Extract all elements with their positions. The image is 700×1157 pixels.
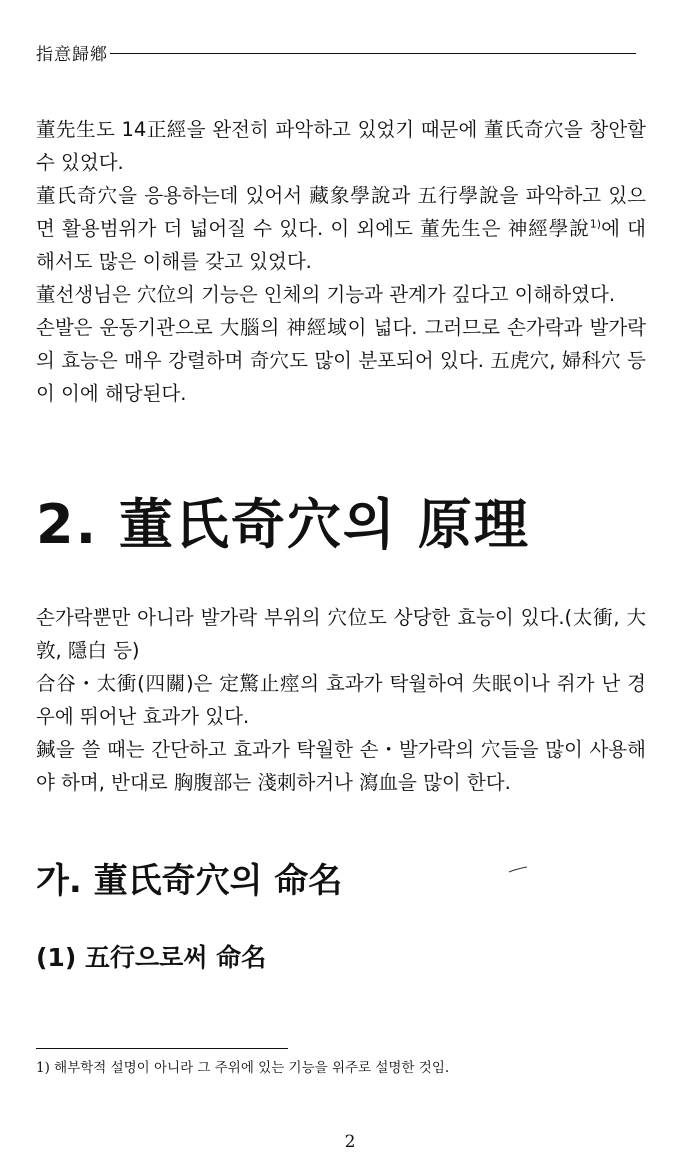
paragraph: 손가락뿐만 아니라 발가락 부위의 穴位도 상당한 효능이 있다.(太衝, 大敦, 隱白 등): [36, 606, 646, 662]
section-intro-body: [36, 113, 646, 410]
paragraph: 董先生도 14正經을 완전히 파악하고 있었기 때문에 董氏奇穴을 창안할 수 있었다.: [36, 118, 646, 174]
section-heading: 가. 董氏奇穴의 命名: [36, 861, 343, 901]
paragraph-text: 神經學說: [507, 217, 590, 240]
page-number: 2: [344, 1132, 356, 1152]
footnote: 1) 해부학적 설명이 아니라 그 주위에 있는 기능을 위주로 설명한 것임.: [36, 1060, 450, 1076]
paragraph: 合谷・太衝(四關)은 定驚止痙의 효과가 탁월하여 失眠이나 쥐가 난 경우에 뛰어난 효과가 있다.: [36, 672, 646, 728]
section-principle-body: [36, 601, 646, 799]
paragraph: 鍼을 쓸 때는 간단하고 효과가 탁월한 손・발가락의 穴들을 많이 사용해야 하며, 반대로 胸腹部는 淺刺하거나 瀉血을 많이 한다.: [36, 738, 646, 794]
running-header: [36, 40, 636, 65]
paragraph: 손발은 운동기관으로 大腦의 神經域이 넓다. 그러므로 손가락과 발가락의 효능은 매우 강렬하며 奇穴도 많이 분포되어 있다. 五虎穴, 婦科穴 등이 이에 해당된다.: [36, 316, 646, 405]
running-title: 指意歸鄕: [36, 45, 108, 65]
paragraph-text: 董氏奇穴을 응용하는데 있어서 藏象學說과 五行學說을 파악하고 있으면 활용범위가 더 넓어질 수 있다. 이 외에도 董先生은: [36, 184, 646, 240]
footnote-ref: 1): [589, 217, 602, 231]
ink-speck: [508, 866, 528, 874]
header-rule: [110, 53, 636, 54]
paragraph: [36, 179, 646, 278]
chapter-heading: 2. 董氏奇穴의 原理: [36, 493, 530, 556]
paragraph-text: 에 대해서도 많은 이해를 갖고 있었다.: [36, 217, 646, 273]
subsection-heading: (1) 五行으로써 命名: [36, 943, 267, 972]
footnote-rule: [36, 1048, 288, 1049]
paragraph: 董선생님은 穴位의 기능은 인체의 기능과 관계가 깊다고 이해하였다.: [36, 283, 616, 306]
